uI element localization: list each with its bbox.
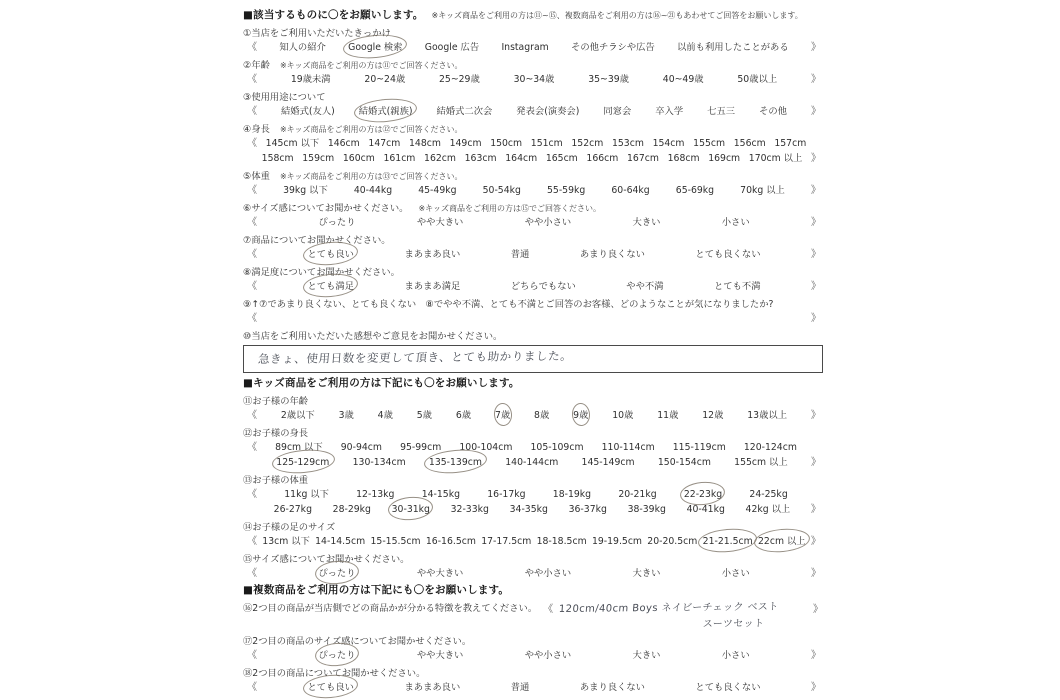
option-circled: 9歳	[573, 410, 588, 422]
options-row	[243, 489, 823, 502]
section-header	[243, 582, 823, 597]
option: 七五三	[707, 105, 736, 117]
option: 95-99cm	[400, 441, 442, 453]
options-row	[243, 185, 823, 198]
question	[243, 519, 823, 548]
option: 170cm 以上	[748, 152, 803, 164]
options-row	[243, 650, 823, 663]
bracket-close: 》	[813, 604, 823, 615]
bracket-open: 《	[247, 488, 257, 500]
option: 13cm 以下	[262, 535, 310, 547]
options-row	[243, 42, 823, 55]
option-circled: 21-21.5cm	[703, 536, 753, 548]
options-row	[243, 106, 823, 119]
options-row	[243, 153, 823, 166]
option: 40-44kg	[353, 184, 393, 196]
option: 149cm	[449, 137, 482, 149]
option: 10歳	[612, 409, 634, 421]
option: ぴったり	[318, 216, 356, 228]
option: 158cm	[261, 152, 294, 164]
option-circled: 結婚式(親族)	[359, 106, 413, 118]
options-row	[243, 410, 823, 423]
option: 25~29歳	[439, 73, 480, 85]
option-circled: 125-129cm	[276, 457, 329, 469]
option: 156cm	[733, 137, 766, 149]
option: 17-17.5cm	[481, 535, 532, 547]
option: やや小さい	[524, 567, 572, 579]
option-circled: 135-139cm	[429, 457, 482, 469]
option: 19歳未満	[290, 73, 331, 85]
option: 発表会(演奏会)	[516, 105, 580, 117]
bracket-open: 《	[247, 441, 257, 453]
options-row	[243, 442, 823, 455]
option: 大きい	[632, 567, 661, 579]
question-label: ④身長	[243, 124, 270, 135]
question	[243, 328, 823, 373]
option: 19-19.5cm	[591, 535, 642, 547]
option: 28-29kg	[332, 503, 371, 515]
options-row	[243, 313, 823, 326]
option: 同窓会	[603, 105, 632, 117]
bracket-open: 《	[247, 137, 257, 149]
option: Instagram	[501, 41, 549, 53]
bracket-close: 》	[810, 73, 821, 85]
option: 120-124cm	[743, 441, 797, 453]
question-label: ⑫お子様の身長	[243, 428, 309, 439]
option: 小さい	[721, 216, 750, 228]
option: 5歳	[416, 409, 432, 421]
option: 16-16.5cm	[425, 535, 476, 547]
option-circled: 7歳	[495, 410, 510, 422]
option: 36-37kg	[568, 503, 607, 515]
option: 12歳	[702, 409, 724, 421]
option: Google 広告	[424, 41, 480, 53]
option: あまり良くない	[579, 681, 645, 693]
option: 13歳以上	[747, 409, 787, 421]
handwritten-answer	[559, 600, 807, 630]
handwritten-answer-line2: スーツセット	[702, 618, 765, 630]
option: 24-25kg	[749, 488, 788, 500]
section-note: ※キッズ商品をご利用の方は⑪~⑮、複数商品をご利用の方は⑯~㉑もあわせてご回答をお願いします。	[431, 11, 803, 20]
option: まあまあ良い	[404, 248, 461, 260]
option: 157cm	[774, 137, 807, 149]
option: 164cm	[505, 152, 538, 164]
bracket-open: 《	[247, 41, 257, 53]
option: 146cm	[327, 137, 360, 149]
options-row	[243, 504, 823, 517]
option: 卒入学	[655, 105, 684, 117]
option: とても不満	[714, 280, 761, 292]
question-label: ⑤体重	[243, 171, 270, 182]
option: 普通	[510, 681, 530, 693]
option: 普通	[510, 248, 530, 260]
option: 32-33kg	[450, 503, 489, 515]
option: 167cm	[627, 152, 659, 164]
bracket-open: 《	[247, 216, 257, 228]
options-row	[243, 536, 823, 549]
option: 18-18.5cm	[536, 535, 587, 547]
option: 163cm	[464, 152, 497, 164]
question-label: ⑩当店をご利用いただいた感想やご意見をお聞かせください。	[243, 331, 503, 342]
question	[243, 600, 823, 630]
option: 150cm	[490, 137, 523, 149]
option: その他チラシや広告	[571, 41, 655, 53]
option: 89cm 以下	[275, 441, 323, 453]
option: とても良くない	[695, 248, 761, 260]
option: 6歳	[455, 409, 472, 421]
option: 169cm	[708, 152, 741, 164]
option: 145-149cm	[581, 456, 635, 468]
option: 65-69kg	[675, 184, 715, 196]
option: 40~49歳	[662, 73, 704, 85]
option: 155cm 以上	[734, 456, 788, 468]
option: やや不満	[626, 280, 664, 292]
option: その他	[759, 105, 787, 117]
question-label: ⑧満足度についてお聞かせください。	[243, 267, 400, 278]
option: 18-19kg	[552, 488, 592, 500]
option: 110-114cm	[601, 441, 655, 453]
bracket-close: 》	[810, 567, 821, 579]
option: まあまあ良い	[404, 681, 461, 693]
options-row	[243, 281, 823, 294]
bracket-open: 《	[247, 649, 257, 661]
option: 小さい	[721, 567, 750, 579]
handwritten-comment: 急きょ、使用日数を変更して頂き、とても助かりました。	[257, 348, 573, 366]
bracket-close: 》	[811, 681, 821, 693]
option: 152cm	[571, 137, 604, 149]
options-row	[243, 682, 823, 695]
bracket-close: 》	[810, 41, 821, 53]
option: 39kg 以下	[283, 184, 328, 196]
bracket-open: 《	[247, 535, 257, 547]
option: 148cm	[409, 137, 441, 149]
option: 115-119cm	[672, 441, 726, 453]
question-label: ⑬お子様の体重	[243, 475, 309, 486]
option: 147cm	[368, 137, 401, 149]
question	[243, 551, 823, 580]
option: 2歳以下	[280, 409, 315, 421]
option: 162cm	[424, 152, 456, 164]
option: まあまあ満足	[404, 280, 461, 292]
question-note: ※キッズ商品をご利用の方は⑬でご回答ください。	[279, 172, 463, 181]
section-title: ■該当するものに〇をお願いします。	[243, 9, 424, 21]
option-circled: Google 検索	[348, 42, 402, 54]
question-label: ①当店をご利用いただいたきっかけ	[243, 28, 391, 39]
option: どちらでもない	[510, 280, 576, 292]
question	[243, 264, 823, 293]
bracket-open: 《	[247, 567, 257, 579]
question-label: ⑨↑⑦であまり良くない、とても良くない ⑧でやや不満、とても不満とご回答のお客様、どのようなことが気になりましたか?	[243, 299, 774, 310]
option: 130-134cm	[352, 456, 406, 468]
option: 15-15.5cm	[370, 535, 421, 547]
option: 154cm	[652, 137, 685, 149]
question-label: ⑭お子様の足のサイズ	[243, 522, 336, 533]
options-row	[243, 249, 823, 262]
option-circled: とても良い	[307, 682, 354, 694]
option: 12-13kg	[356, 488, 395, 500]
option: やや大きい	[416, 649, 464, 661]
option-circled: 30-31kg	[392, 504, 430, 516]
bracket-close: 》	[810, 535, 821, 547]
option: とても良くない	[695, 681, 761, 693]
option: 90-94cm	[340, 441, 382, 453]
option: 150-154cm	[657, 456, 711, 468]
bracket-close: 》	[810, 184, 821, 196]
question	[243, 25, 823, 54]
option: やや大きい	[416, 216, 464, 228]
question	[243, 168, 823, 197]
question	[243, 232, 823, 261]
option: 151cm	[530, 137, 563, 149]
option: 知人の紹介	[279, 41, 326, 53]
option: 160cm	[342, 152, 375, 164]
option: 3歳	[338, 409, 354, 421]
handwritten-answer-line1: 120cm/40cm Boys ネイビーチェック ベスト	[558, 601, 780, 615]
option: 小さい	[721, 649, 750, 661]
option: 50歳以上	[737, 73, 778, 85]
question-label: ⑥サイズ感についてお聞かせください。	[243, 203, 409, 214]
option: 大きい	[632, 649, 661, 661]
options-row	[243, 138, 823, 151]
option: 42kg 以上	[745, 503, 791, 515]
option: 145cm 以下	[265, 137, 320, 149]
question	[243, 472, 823, 516]
option: やや大きい	[416, 567, 464, 579]
option: 38-39kg	[627, 503, 666, 515]
bracket-close: 》	[811, 280, 821, 292]
option: 結婚式(友人)	[281, 105, 335, 117]
options-row	[243, 74, 823, 87]
question	[243, 425, 823, 469]
bracket-close: 》	[810, 649, 821, 661]
bracket-close: 》	[810, 503, 821, 515]
option: 20~24歳	[364, 73, 406, 85]
option: 結婚式二次会	[436, 105, 493, 117]
question-label: ③使用用途について	[243, 92, 326, 103]
option: 100-104cm	[459, 441, 513, 453]
option: やや小さい	[524, 649, 572, 661]
option: 168cm	[667, 152, 700, 164]
question	[243, 665, 823, 694]
question	[243, 393, 823, 422]
bracket-open: 《	[543, 604, 554, 615]
question-label: ⑮サイズ感についてお聞かせください。	[243, 554, 410, 565]
bracket-close: 》	[810, 105, 821, 117]
option: 34-35kg	[509, 503, 548, 515]
option: 35~39歳	[588, 73, 629, 85]
option: 60-64kg	[611, 184, 650, 196]
option: 50-54kg	[482, 184, 521, 196]
question-label: ⑦商品についてお聞かせください。	[243, 235, 391, 246]
bracket-open: 《	[247, 312, 257, 324]
option: 70kg 以上	[740, 184, 785, 196]
bracket-open: 《	[247, 409, 257, 421]
section-title: ■複数商品をご利用の方は下記にも〇をお願いします。	[243, 584, 510, 596]
option: 30~34歳	[513, 73, 555, 85]
option: 153cm	[611, 137, 644, 149]
option: 166cm	[586, 152, 619, 164]
option: 159cm	[302, 152, 335, 164]
bracket-close: 》	[811, 312, 821, 324]
option: 14-14.5cm	[315, 535, 366, 547]
option: 4歳	[377, 409, 393, 421]
option-circled: ぴったり	[318, 650, 355, 662]
option: 105-109cm	[530, 441, 584, 453]
bracket-open: 《	[247, 248, 257, 260]
bracket-close: 》	[810, 216, 821, 228]
question	[243, 89, 823, 118]
option: 140-144cm	[505, 456, 559, 468]
scanned-survey-form	[243, 5, 823, 696]
question-label: ⑪お子様の年齢	[243, 396, 309, 407]
bracket-close: 》	[810, 456, 821, 468]
question-note: ※キッズ商品をご利用の方は⑮でご回答ください。	[418, 204, 601, 213]
option: 11歳	[657, 409, 679, 421]
option-circled: 22cm 以上	[758, 536, 806, 548]
question-label: ②年齢	[243, 60, 270, 71]
bracket-open: 《	[247, 681, 257, 693]
question	[243, 633, 823, 662]
option-circled: とても良い	[307, 249, 354, 261]
question-label: ⑰2つ目の商品のサイズ感についてお聞かせください。	[243, 636, 472, 647]
section-header	[243, 7, 823, 22]
question	[243, 296, 823, 325]
bracket-open: 《	[247, 105, 257, 117]
option: 165cm	[545, 152, 578, 164]
question	[243, 200, 823, 229]
free-comment-box	[243, 345, 823, 373]
bracket-open: 《	[247, 73, 257, 85]
section-title: ■キッズ商品をご利用の方は下記にも〇をお願いします。	[243, 377, 520, 389]
question-label: ⑱2つ目の商品についてお聞かせください。	[243, 668, 426, 679]
question-label: ⑯2つ目の商品が当店側でどの商品かが分かる特徴を教えてください。	[243, 603, 538, 614]
option: 14-15kg	[421, 488, 460, 500]
option: 20-20.5cm	[647, 535, 698, 547]
question-note: ※キッズ商品をご利用の方は⑪でご回答ください。	[279, 61, 463, 70]
option: 155cm	[693, 137, 726, 149]
option: 8歳	[534, 409, 550, 421]
option: あまり良くない	[579, 248, 645, 260]
option: 26-27kg	[273, 503, 312, 515]
option: 大きい	[632, 216, 661, 228]
bracket-close: 》	[811, 248, 821, 260]
question	[243, 57, 823, 86]
option-circled: ぴったり	[318, 568, 355, 580]
option: 45-49kg	[418, 184, 457, 196]
question	[243, 121, 823, 165]
bracket-open: 《	[247, 280, 257, 292]
options-row	[243, 217, 823, 230]
option: 11kg 以下	[284, 488, 329, 500]
option-circled: 22-23kg	[684, 489, 722, 501]
bracket-close: 》	[810, 409, 821, 421]
option: 55-59kg	[547, 184, 586, 196]
option: 40-41kg	[686, 503, 725, 515]
option: 以前も利用したことがある	[677, 41, 789, 53]
option: 161cm	[383, 152, 416, 164]
section-header	[243, 375, 823, 390]
option: 16-17kg	[487, 488, 526, 500]
question-note: ※キッズ商品をご利用の方は⑫でご回答ください。	[279, 125, 463, 134]
option: やや小さい	[524, 216, 572, 228]
bracket-open: 《	[247, 184, 257, 196]
options-row	[243, 457, 823, 470]
options-row	[243, 568, 823, 581]
option: 20-21kg	[618, 488, 657, 500]
bracket-close: 》	[810, 152, 821, 164]
option-circled: とても満足	[308, 281, 355, 293]
